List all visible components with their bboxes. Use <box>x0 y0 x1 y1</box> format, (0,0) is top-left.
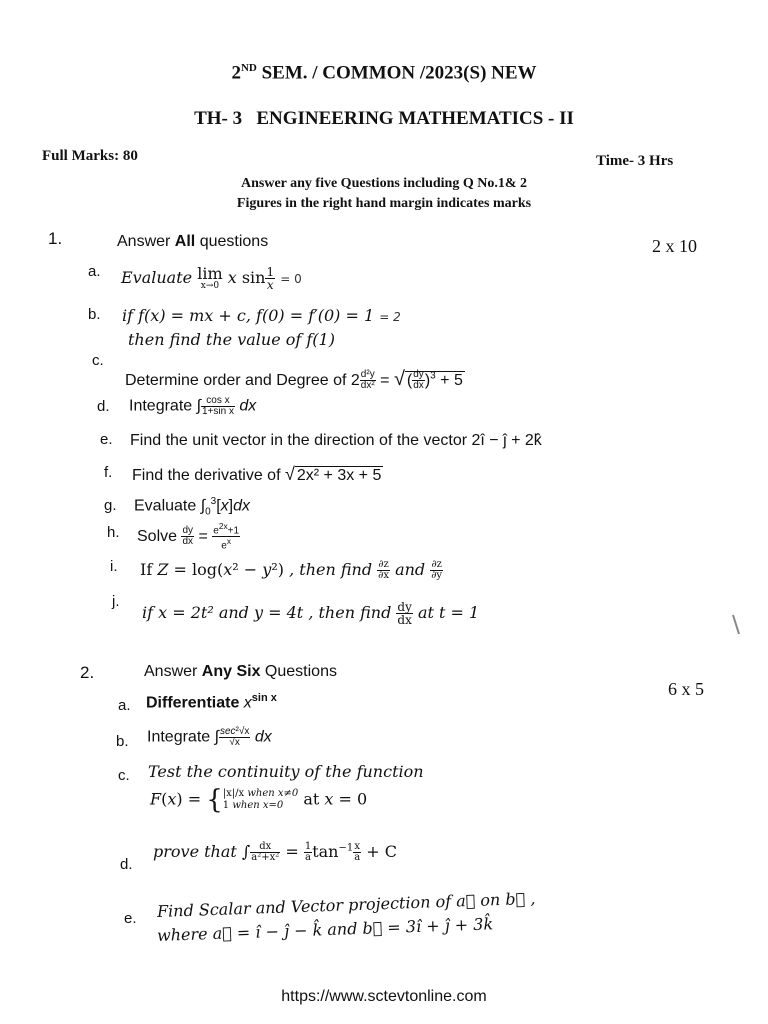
question-2-marks: 6 x 5 <box>668 679 704 699</box>
q1a-text: Evaluate lim x→0 x sin $\frac{1}{x}$ = 0 <box>121 264 302 292</box>
q1j-text: if x = 2t² and y = 4t , then find $\frac{dy}{dx}$ at t = 1 <box>142 600 480 627</box>
full-marks: Full Marks: 80 <box>42 148 138 164</box>
q2a-text: Differentiate $x^{sin x}$ <box>146 692 277 712</box>
q2d-label: d. <box>120 856 133 873</box>
q1g-label: g. <box>104 497 117 514</box>
q2e-label: e. <box>124 910 137 927</box>
q1d-label: d. <box>97 398 110 415</box>
q1f-label: f. <box>104 464 113 481</box>
q2d-text: prove that ∫ $\frac{dx}{\text{a²+x²}}$ = $\frac{1}{a}$ $\tan^{-1}$ $\frac{x}{a}$ + C <box>153 841 398 863</box>
q1h-label: h. <box>107 524 120 541</box>
question-2-number: 2. <box>80 663 95 682</box>
q1e-label: e. <box>100 431 113 448</box>
footer-url: https://www.sctevtonline.com <box>281 988 487 1005</box>
q1c-label: c. <box>92 352 104 369</box>
q2c-text-line1: Test the continuity of the function <box>148 762 424 781</box>
stray-pencil-mark <box>731 614 741 636</box>
q1b-text-line1: if f(x) = mx + c, f(0) = f′(0) = 1 = 2 <box>122 306 401 325</box>
q2e-text-line1: Find Scalar and Vector projection of a⃗ on b⃗ , <box>156 888 536 921</box>
instruction-line-2: Figures in the right hand margin indicates marks <box>236 196 532 211</box>
instruction-line-1: Answer any five Questions including Q No.1& 2 <box>241 176 527 191</box>
q1c-text: Determine order and Degree of 2 $\frac{\text{d²y}}{\text{dx²}}$ = √ ( $\frac{dy}{dx}$ )$^3$ + 5 <box>125 368 463 392</box>
q1j-label: j. <box>112 593 120 610</box>
q1i-text: If Z = log(x² − y²) , then find $\frac{\partial z}{\partial x}$ and $\frac{\partial z}{\partial y}$ <box>140 559 443 581</box>
q1e-text: Find the unit vector in the direction of the vector 2î − ĵ + 2k̂ <box>130 432 542 449</box>
paper-title: TH- 3 ENGINEERING MATHEMATICS - II <box>194 108 574 129</box>
time-limit: Time- 3 Hrs <box>596 153 674 169</box>
q1a-label: a. <box>88 263 101 280</box>
question-1-heading: Answer All questions <box>117 233 269 250</box>
q2a-label: a. <box>118 697 131 714</box>
question-2-heading: Answer Any Six Questions <box>144 663 337 680</box>
question-1-number: 1. <box>48 229 63 248</box>
q1f-text: Find the derivative of √ 2x² + 3x + 5 <box>132 464 382 484</box>
q2e-text-line2: where a⃗ = î − ĵ − k̂ and b⃗ = 3î + ĵ + 3k̂ <box>156 914 494 945</box>
q1g-text: Evaluate $\int_0^3[x]dx$ <box>134 496 251 518</box>
q1i-label: i. <box>110 558 118 575</box>
q1b-label: b. <box>88 306 101 323</box>
q1b-text-line2: then find the value of f(1) <box>128 330 335 349</box>
q1d-text: Integrate ∫ $\frac{\text{cos x}}{\text{1+sin x}}$ dx <box>129 395 257 417</box>
q1h-text: Solve $\frac{dy}{dx}$ = $\frac{e^{2x}+1}{e^x}$ <box>137 521 240 552</box>
q2c-label: c. <box>118 767 130 784</box>
q2b-label: b. <box>116 733 129 750</box>
q2b-text: Integrate ∫ $\frac{\text{sec²√x}}{√x}$ dx <box>147 726 272 748</box>
semester-line: 2ND SEM. / COMMON /2023(S) NEW <box>231 62 537 84</box>
question-1-marks: 2 x 10 <box>652 236 697 256</box>
q2c-text-line2: F(x) = { |x|/x when x≠0 1 when x=0 at x = 0 <box>150 785 368 815</box>
